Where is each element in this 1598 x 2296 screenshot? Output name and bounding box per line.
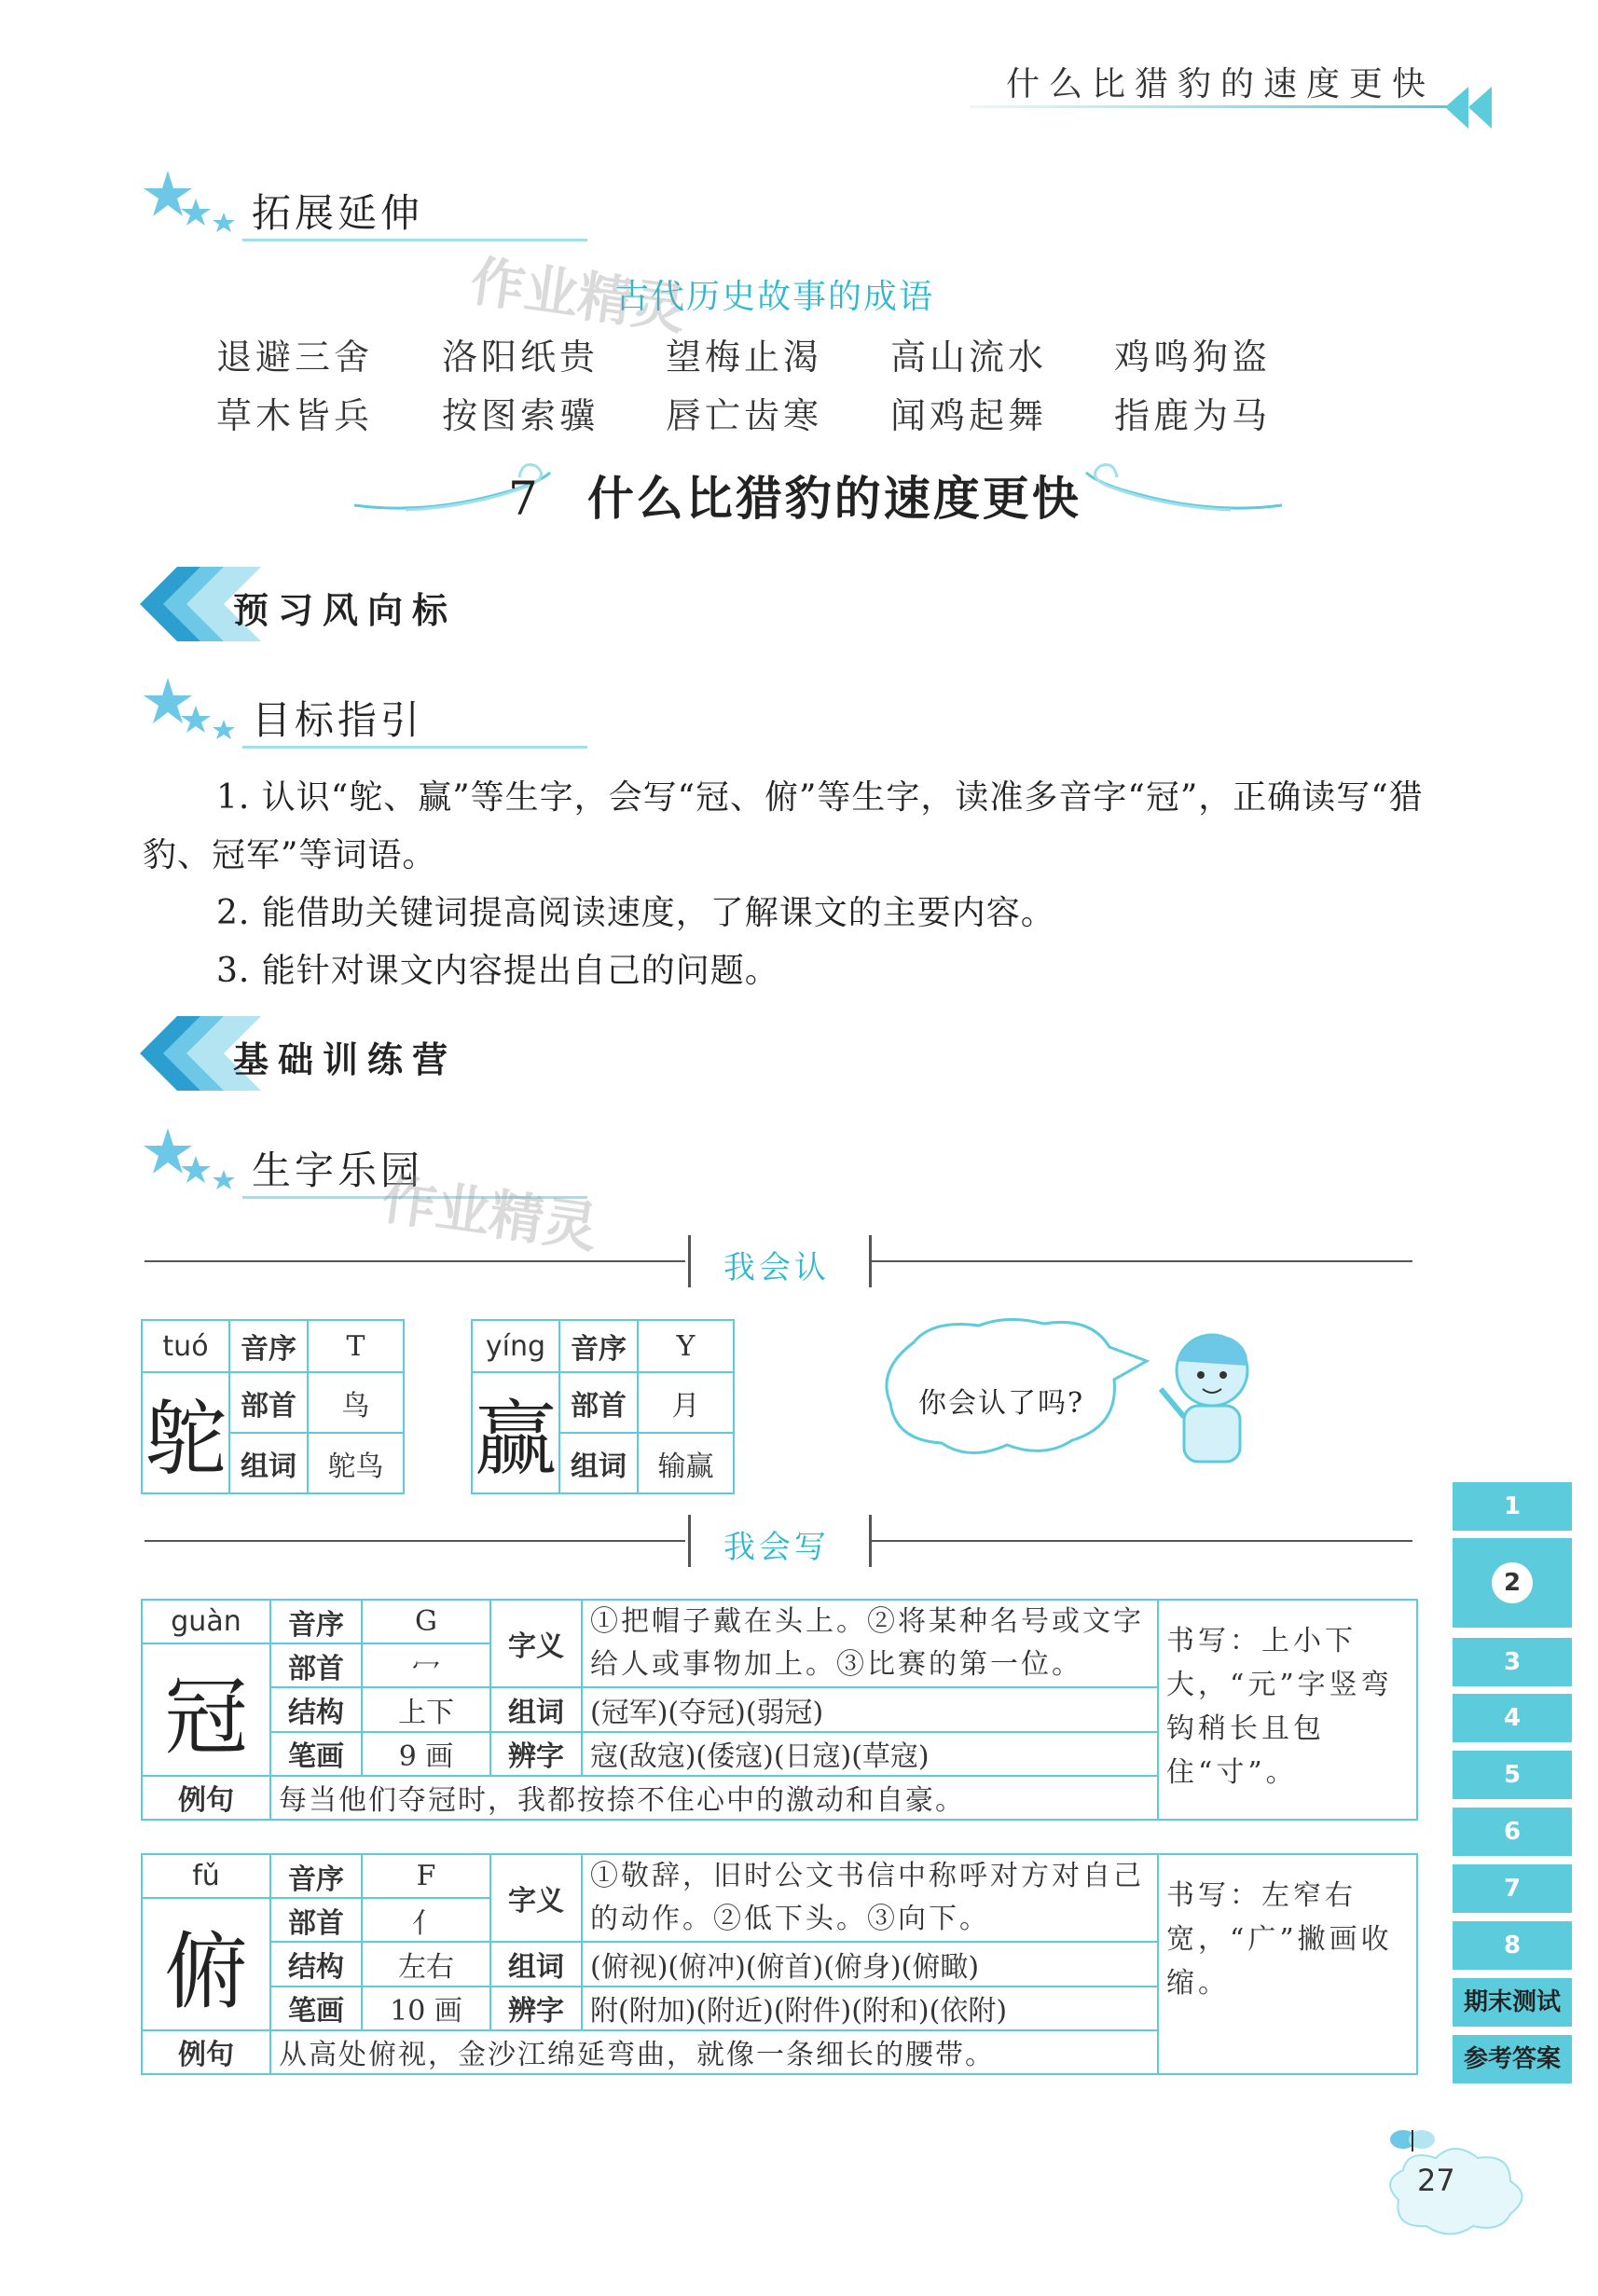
character: 鸵 (142, 1372, 229, 1493)
words-value: (俯视)(俯冲)(俯首)(俯身)(俯瞰) (582, 1942, 1158, 1986)
character: 俯 (142, 1898, 270, 2030)
idiom: 闻鸡起舞 (890, 395, 1048, 436)
distinguish-value: 寇(敌寇)(倭寇)(日寇)(草寇) (582, 1732, 1158, 1776)
radical-label: 部首 (270, 1643, 362, 1687)
strokes-label: 笔画 (270, 1732, 362, 1776)
meaning-value: ①敬辞，旧时公文书信中称呼对方对自己的动作。②低下头。③向下。 (582, 1854, 1158, 1942)
speech-text: 你会认了吗? (918, 1387, 1085, 1420)
structure-label: 结构 (270, 1687, 362, 1731)
order-label: 音序 (229, 1320, 308, 1372)
order-label: 音序 (270, 1600, 362, 1643)
words-label: 组词 (559, 1433, 638, 1493)
side-tab-4[interactable]: 4 (1453, 1694, 1572, 1742)
idiom: 望梅止渴 (666, 337, 823, 378)
banner-preview (140, 567, 531, 641)
divider-label-recognize: 我会认 (723, 1249, 830, 1286)
radical-value: 亻 (362, 1898, 490, 1942)
section-heading-label: 生字乐园 (252, 1148, 424, 1193)
lesson-number: 7 (508, 472, 541, 526)
order-value: F (362, 1854, 490, 1898)
structure-value: 上下 (362, 1687, 490, 1731)
write-char-table (141, 1599, 1418, 1821)
lesson-title-text: 什么比猎豹的速度更快 (586, 471, 1081, 526)
section-heading-extension (140, 166, 513, 250)
radical-label: 部首 (559, 1372, 638, 1433)
goal-item-continued: 豹、冠军”等词语。 (143, 836, 437, 874)
divider-label-write: 我会写 (723, 1529, 830, 1566)
pinyin: fǔ (142, 1854, 270, 1898)
side-tab-2-active[interactable] (1453, 1538, 1572, 1628)
meaning-value: ①把帽子戴在头上。②将某种名号或文字给人或事物加上。③比赛的第一位。 (582, 1600, 1158, 1687)
goal-item: 2. 能借助关键词提高阅读速度，了解课文的主要内容。 (216, 894, 1055, 932)
double-arrow-icon (1440, 82, 1496, 133)
running-header: 什么比猎豹的速度更快 (1005, 65, 1435, 103)
side-tab-8[interactable]: 8 (1453, 1921, 1572, 1970)
strokes-label: 笔画 (270, 1987, 362, 2030)
words-label: 组词 (490, 1942, 582, 1986)
character: 冠 (142, 1643, 270, 1776)
goal-item: 3. 能针对课文内容提出自己的问题。 (216, 952, 779, 990)
strokes-value: 10 画 (362, 1987, 490, 2030)
watermark: 作业精灵 (466, 249, 690, 342)
side-tab-label: 参考答案 (1463, 2045, 1561, 2073)
meaning-label: 字义 (490, 1854, 582, 1942)
banner-label: 基础训练营 (233, 1039, 458, 1080)
pinyin: yíng (472, 1320, 559, 1372)
idiom: 指鹿为马 (1114, 395, 1272, 436)
structure-value: 左右 (362, 1942, 490, 1986)
strokes-value: 9 画 (362, 1732, 490, 1776)
words-label: 组词 (229, 1433, 308, 1493)
page-number: 27 (1417, 2163, 1455, 2198)
boy-illustration (1156, 1324, 1268, 1473)
idiom: 洛阳纸贵 (442, 337, 599, 378)
character: 赢 (472, 1372, 559, 1493)
radical-value: 鸟 (308, 1372, 404, 1433)
section-heading-goals (140, 673, 513, 757)
idiom: 按图索骥 (442, 395, 599, 436)
right-swirl-ornament (1072, 459, 1287, 524)
write-char-table (141, 1853, 1418, 2075)
idiom: 草木皆兵 (216, 395, 374, 436)
banner-basic (140, 1016, 531, 1091)
side-tab-1[interactable]: 1 (1453, 1482, 1572, 1531)
example-sentence: 从高处俯视，金沙江绵延弯曲，就像一条细长的腰带。 (270, 2030, 1158, 2074)
banner-label: 预习风向标 (233, 590, 458, 631)
writing-tip: 书写：上小下大，“元”字竖弯钩稍长且包住“寸”。 (1158, 1600, 1417, 1820)
side-tab-answers[interactable] (1453, 2035, 1572, 2083)
side-tab-7[interactable]: 7 (1453, 1864, 1572, 1913)
stars-icon (140, 1123, 242, 1207)
stars-icon (140, 166, 242, 250)
pinyin: guàn (142, 1600, 270, 1643)
distinguish-label: 辨字 (490, 1732, 582, 1776)
stars-icon (140, 673, 242, 757)
side-tab-6[interactable]: 6 (1453, 1808, 1572, 1856)
idiom: 退避三舍 (216, 337, 374, 378)
meaning-label: 字义 (490, 1600, 582, 1687)
radical-value: 冖 (362, 1643, 490, 1687)
distinguish-label: 辨字 (490, 1987, 582, 2030)
char-card (141, 1319, 405, 1494)
idiom: 唇亡齿寒 (666, 395, 823, 436)
lesson-title (508, 461, 1081, 529)
order-value: G (362, 1600, 490, 1643)
structure-label: 结构 (270, 1942, 362, 1986)
example-label: 例句 (142, 1776, 270, 1820)
watermark: 作业精灵 (378, 1167, 601, 1260)
char-card (471, 1319, 735, 1494)
order-value: Y (638, 1320, 734, 1372)
writing-tip: 书写：左窄右宽，“广”撇画收缩。 (1158, 1854, 1417, 2074)
goal-item: 1. 认识“鸵、赢”等生字，会写“冠、俯”等生字，读准多音字“冠”，正确读写“猎 (216, 778, 1424, 817)
words-value: 鸵鸟 (308, 1433, 404, 1493)
distinguish-value: 附(附加)(附近)(附件)(附和)(依附) (582, 1987, 1158, 2030)
section-heading-label: 目标指引 (252, 697, 424, 743)
side-tab-final-test[interactable] (1453, 1978, 1572, 2027)
idiom-subheading: 古代历史故事的成语 (615, 278, 935, 316)
words-value: (冠军)(夺冠)(弱冠) (582, 1687, 1158, 1731)
order-label: 音序 (559, 1320, 638, 1372)
idiom: 鸡鸣狗盗 (1114, 337, 1272, 378)
idiom: 高山流水 (890, 337, 1048, 378)
words-label: 组词 (490, 1687, 582, 1731)
order-value: T (308, 1320, 404, 1372)
radical-label: 部首 (270, 1898, 362, 1942)
example-sentence: 每当他们夺冠时，我都按捺不住心中的激动和自豪。 (270, 1776, 1158, 1820)
section-heading-label: 拓展延伸 (252, 190, 424, 236)
example-label: 例句 (142, 2030, 270, 2074)
side-tab-label: 2 (1492, 1562, 1533, 1603)
radical-label: 部首 (229, 1372, 308, 1433)
side-tab-3[interactable]: 3 (1453, 1638, 1572, 1686)
side-tab-label: 期末测试 (1463, 1988, 1561, 2016)
pinyin: tuó (142, 1320, 229, 1372)
order-label: 音序 (270, 1854, 362, 1898)
radical-value: 月 (638, 1372, 734, 1433)
side-tab-5[interactable]: 5 (1453, 1751, 1572, 1799)
header-rule (970, 105, 1454, 108)
words-value: 输赢 (638, 1433, 734, 1493)
